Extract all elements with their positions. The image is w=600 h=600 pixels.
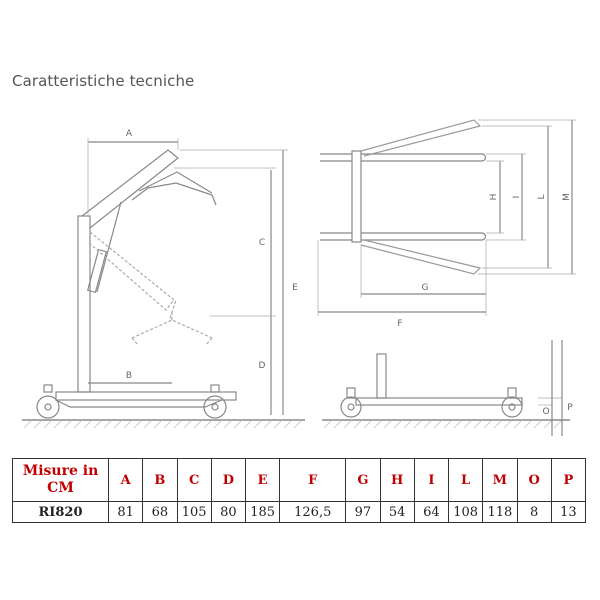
- value-cell: 13: [551, 502, 585, 523]
- column-header: A: [109, 459, 143, 502]
- dimension-label-a: A: [125, 129, 133, 139]
- front-view: [322, 340, 570, 436]
- header-measures-line2: CM: [47, 480, 74, 496]
- column-header: E: [246, 459, 280, 502]
- specs-header-row: [13, 459, 586, 502]
- value-cell: 97: [346, 502, 380, 523]
- column-header: O: [517, 459, 551, 502]
- value-cell: 185: [246, 502, 280, 523]
- dimension-label-l: L: [537, 194, 547, 200]
- column-header: I: [414, 459, 448, 502]
- dimension-label-m: M: [562, 193, 572, 201]
- column-header: D: [211, 459, 245, 502]
- section-title: Caratteristiche tecniche: [12, 72, 195, 90]
- table-row: [13, 502, 586, 523]
- value-cell: 54: [380, 502, 414, 523]
- dimension-label-i: I: [512, 195, 522, 199]
- value-cell: 68: [143, 502, 177, 523]
- value-cell: 118: [483, 502, 517, 523]
- value-cell: 105: [177, 502, 211, 523]
- specs-table: [12, 458, 586, 523]
- value-cell: 64: [414, 502, 448, 523]
- side-view-labels: [126, 129, 298, 381]
- value-cell: 8: [517, 502, 551, 523]
- column-header: L: [449, 459, 483, 502]
- dimension-label-g: G: [421, 283, 429, 293]
- value-cell: 108: [449, 502, 483, 523]
- header-measures-cell: [13, 459, 109, 502]
- column-header: B: [143, 459, 177, 502]
- dimension-label-f: F: [397, 319, 403, 329]
- dimension-label-p: P: [567, 403, 573, 413]
- column-header: P: [551, 459, 585, 502]
- side-view: [22, 138, 305, 428]
- dimension-label-o: O: [542, 407, 550, 417]
- dimension-label-c: C: [258, 238, 266, 248]
- model-cell: RI820: [13, 502, 109, 523]
- column-header: C: [177, 459, 211, 502]
- column-header: F: [280, 459, 346, 502]
- top-view: [318, 120, 576, 316]
- value-cell: 80: [211, 502, 245, 523]
- column-header: M: [483, 459, 517, 502]
- column-header: H: [380, 459, 414, 502]
- dimension-label-e: E: [292, 283, 298, 293]
- value-cell: 126,5: [280, 502, 346, 523]
- header-measures-line1: Misure in: [22, 463, 99, 479]
- dimension-label-d: D: [258, 361, 266, 371]
- dimension-label-b: B: [125, 371, 133, 381]
- value-cell: 81: [109, 502, 143, 523]
- column-header: G: [346, 459, 380, 502]
- dimension-label-h: H: [489, 193, 499, 201]
